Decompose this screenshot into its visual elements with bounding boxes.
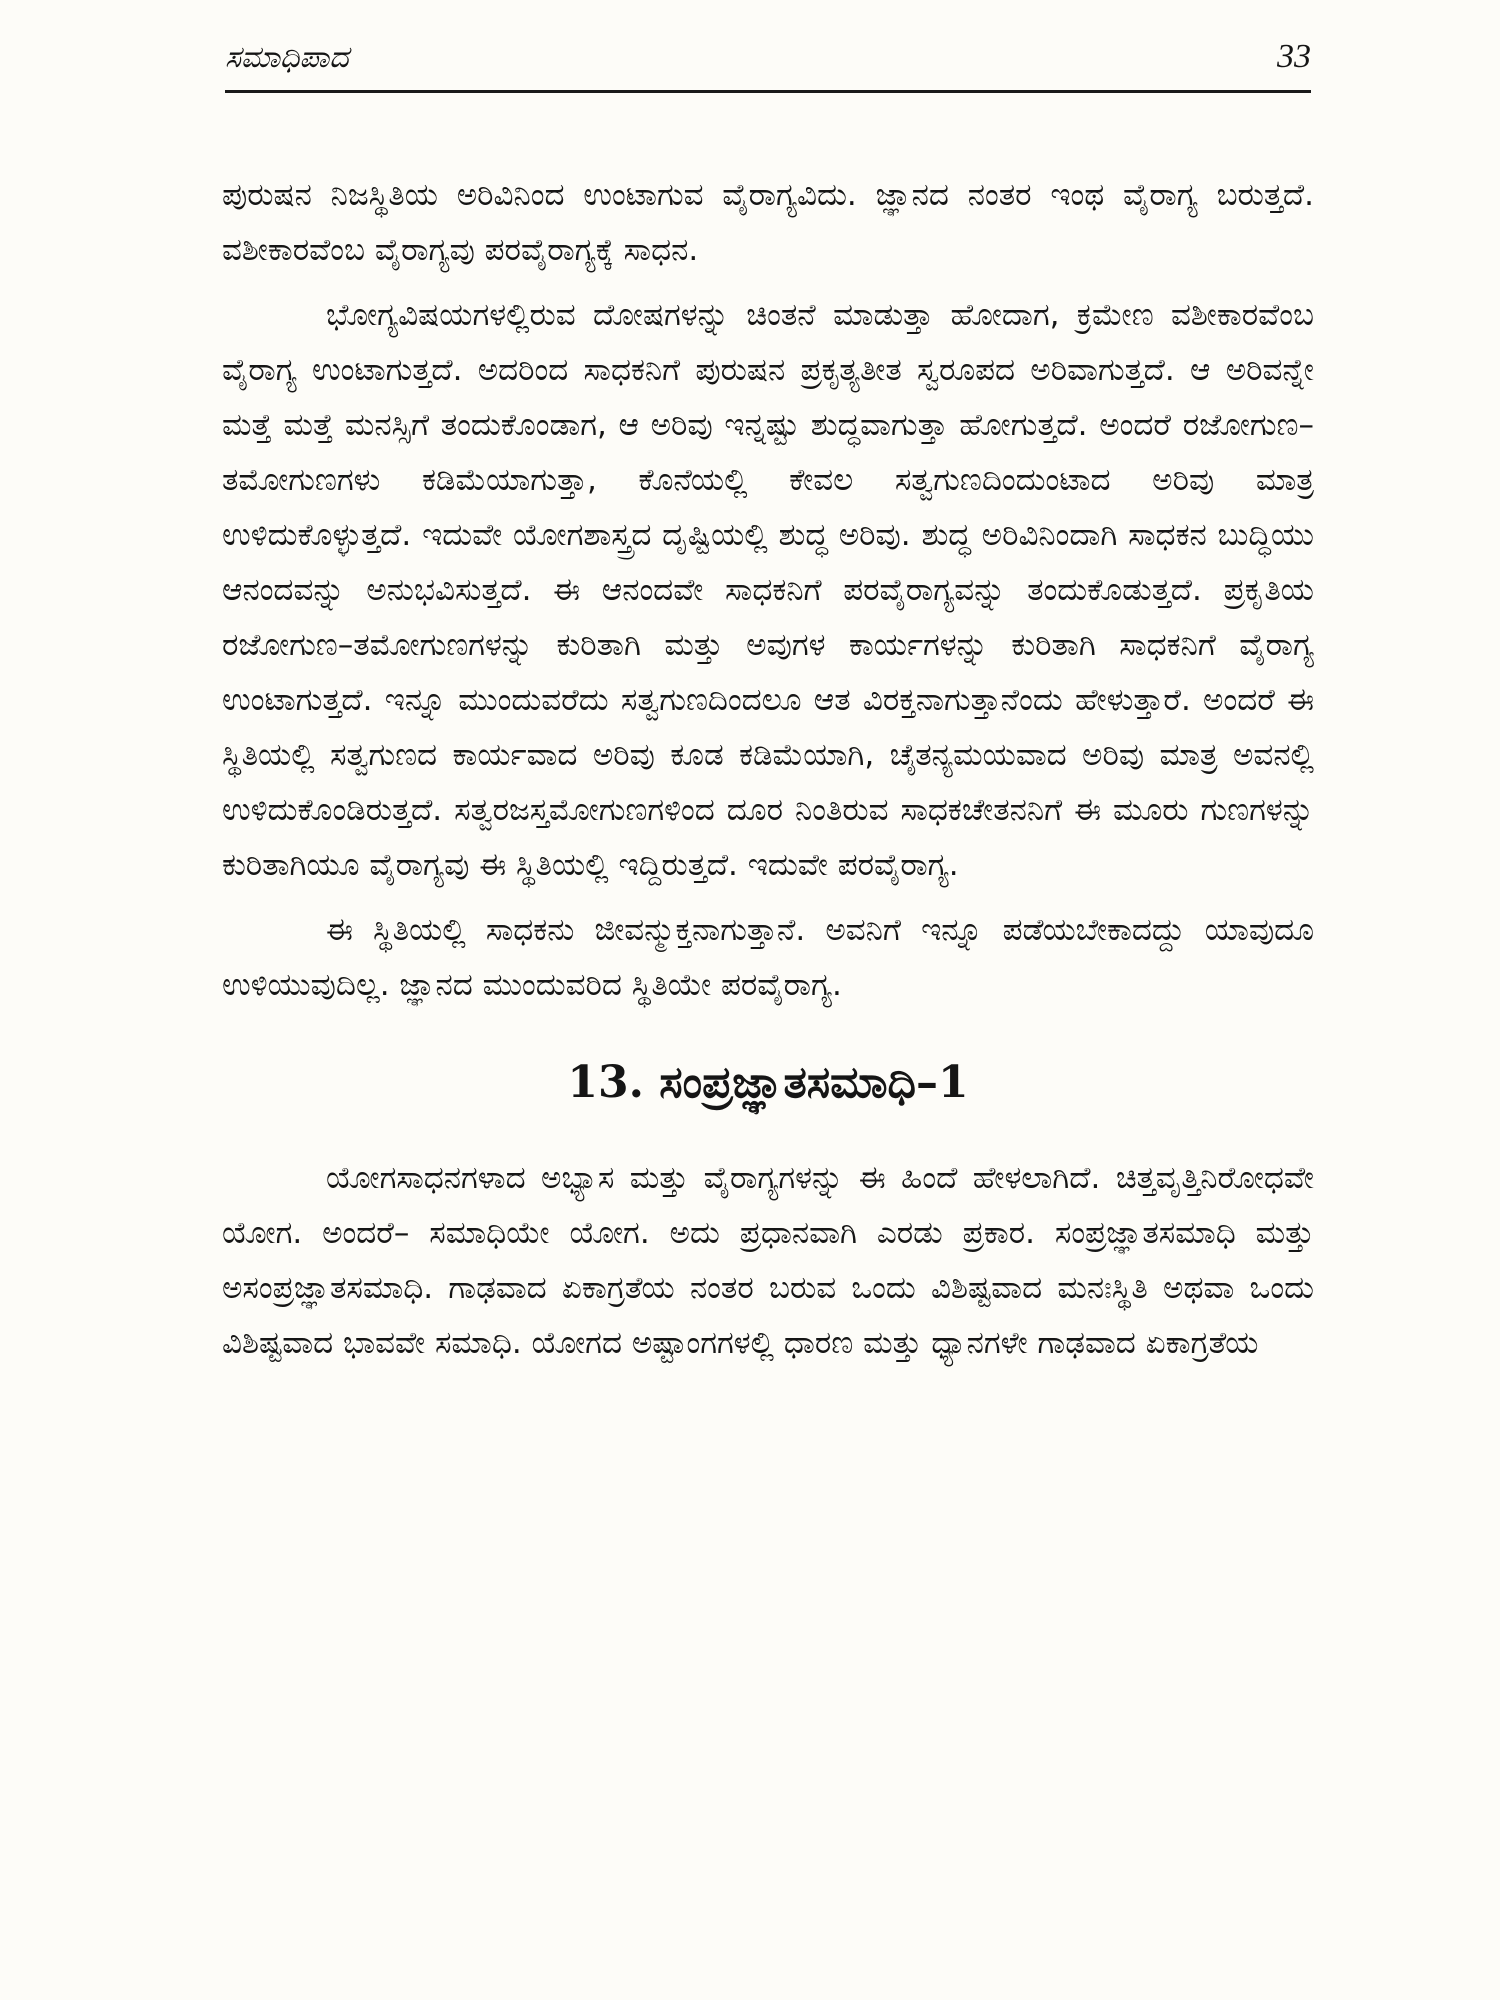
paragraph: ಭೋಗ್ಯವಿಷಯಗಳಲ್ಲಿರುವ ದೋಷಗಳನ್ನು ಚಿಂತನೆ ಮಾಡುತ್ತಾ ಹೋದಾಗ, ಕ್ರಮೇಣ ವಶೀಕಾರವೆಂಬ ವೈರಾಗ್ಯ ಉಂಟಾಗುತ್ತದೆ. ಅದರಿಂದ ಸಾಧಕನಿಗೆ ಪುರುಷನ ಪ್ರಕೃತ್ಯತೀತ ಸ್ವರೂಪದ ಅರಿವಾಗುತ್ತದೆ. ಆ ಅರಿವನ್ನೇ ಮತ್ತೆ ಮತ್ತೆ ಮನಸ್ಸಿಗೆ ತಂದುಕೊಂಡಾಗ, ಆ ಅರಿವು ಇನ್ನಷ್ಟು ಶುದ್ಧವಾಗುತ್ತಾ ಹೋಗುತ್ತದೆ. ಅಂದರೆ ರಜೋಗುಣ–ತಮೋಗುಣಗಳು ಕಡಿಮೆಯಾಗುತ್ತಾ, ಕೊನೆಯಲ್ಲಿ ಕೇವಲ ಸತ್ವಗುಣದಿಂದುಂಟಾದ ಅರಿವು ಮಾತ್ರ ಉಳಿದುಕೊಳ್ಳುತ್ತದೆ. ಇದುವೇ ಯೋಗಶಾಸ್ತ್ರದ ದೃಷ್ಟಿಯಲ್ಲಿ ಶುದ್ಧ ಅರಿವು. ಶುದ್ಧ ಅರಿವಿನಿಂದಾಗಿ ಸಾಧಕನ ಬುದ್ಧಿಯು ಆನಂದವನ್ನು ಅನುಭವಿಸುತ್ತದೆ. ಈ ಆನಂದವೇ ಸಾಧಕನಿಗೆ ಪರವೈರಾಗ್ಯವನ್ನು ತಂದುಕೊಡುತ್ತದೆ. ಪ್ರಕೃತಿಯ ರಜೋಗುಣ–ತಮೋಗುಣಗಳನ್ನು ಕುರಿತಾಗಿ ಮತ್ತು ಅವುಗಳ ಕಾರ್ಯಗಳನ್ನು ಕುರಿತಾಗಿ ಸಾಧಕನಿಗೆ ವೈರಾಗ್ಯ ಉಂಟಾಗುತ್ತದೆ. ಇನ್ನೂ ಮುಂದುವರೆದು ಸತ್ವಗುಣದಿಂದಲೂ ಆತ ವಿರಕ್ತನಾಗುತ್ತಾನೆಂದು ಹೇಳುತ್ತಾರೆ. ಅಂದರೆ ಈ ಸ್ಥಿತಿಯಲ್ಲಿ ಸತ್ವಗುಣದ ಕಾರ್ಯವಾದ ಅರಿವು ಕೂಡ ಕಡಿಮೆಯಾಗಿ, ಚೈತನ್ಯಮಯವಾದ ಅರಿವು ಮಾತ್ರ ಅವನಲ್ಲಿ ಉಳಿದುಕೊಂಡಿರುತ್ತದೆ. ಸತ್ವರಜಸ್ತಮೋಗುಣಗಳಿಂದ ದೂರ ನಿಂತಿರುವ ಸಾಧಕಚೇತನನಿಗೆ ಈ ಮೂರು ಗುಣಗಳನ್ನು ಕುರಿತಾಗಿಯೂ ವೈರಾಗ್ಯವು ಈ ಸ್ಥಿತಿಯಲ್ಲಿ ಇದ್ದಿರುತ್ತದೆ. ಇದುವೇ ಪರವೈರಾಗ್ಯ. (222, 297, 1314, 883)
page-header (225, 28, 1311, 93)
running-title: ಸಮಾಧಿಪಾದ (225, 40, 349, 75)
section-heading: 13. ಸಂಪ್ರಜ್ಞಾತಸಮಾಧಿ–1 (567, 1057, 969, 1108)
paragraph: ಯೋಗಸಾಧನಗಳಾದ ಅಭ್ಯಾಸ ಮತ್ತು ವೈರಾಗ್ಯಗಳನ್ನು ಈ ಹಿಂದೆ ಹೇಳಲಾಗಿದೆ. ಚಿತ್ತವೃತ್ತಿನಿರೋಧವೇ ಯೋಗ. ಅಂದರೆ– ಸಮಾಧಿಯೇ ಯೋಗ. ಅದು ಪ್ರಧಾನವಾಗಿ ಎರಡು ಪ್ರಕಾರ. ಸಂಪ್ರಜ್ಞಾತಸಮಾಧಿ ಮತ್ತು ಅಸಂಪ್ರಜ್ಞಾತಸಮಾಧಿ. ಗಾಢವಾದ ಏಕಾಗ್ರತೆಯ ನಂತರ ಬರುವ ಒಂದು ವಿಶಿಷ್ಟವಾದ ಮನಃಸ್ಥಿತಿ ಅಥವಾ ಒಂದು ವಿಶಿಷ್ಟವಾದ ಭಾವವೇ ಸಮಾಧಿ. ಯೋಗದ ಅಷ್ಟಾಂಗಗಳಲ್ಲಿ ಧಾರಣ ಮತ್ತು ಧ್ಯಾನಗಳೇ ಗಾಢವಾದ ಏಕಾಗ್ರತೆಯ (222, 1160, 1314, 1361)
paragraph: ಈ ಸ್ಥಿತಿಯಲ್ಲಿ ಸಾಧಕನು ಜೀವನ್ಮುಕ್ತನಾಗುತ್ತಾನೆ. ಅವನಿಗೆ ಇನ್ನೂ ಪಡೆಯಬೇಕಾದದ್ದು ಯಾವುದೂ ಉಳಿಯುವುದಿಲ್ಲ. ಜ್ಞಾನದ ಮುಂದುವರಿದ ಸ್ಥಿತಿಯೇ ಪರವೈರಾಗ್ಯ. (222, 912, 1314, 1003)
page-body (222, 168, 1314, 1381)
page-number: 33 (1277, 38, 1311, 75)
paragraph: ಪುರುಷನ ನಿಜಸ್ಥಿತಿಯ ಅರಿವಿನಿಂದ ಉಂಟಾಗುವ ವೈರಾಗ್ಯವಿದು. ಜ್ಞಾನದ ನಂತರ ಇಂಥ ವೈರಾಗ್ಯ ಬರುತ್ತದೆ. ವಶೀಕಾರವೆಂಬ ವೈರಾಗ್ಯವು ಪರವೈರಾಗ್ಯಕ್ಕೆ ಸಾಧನ. (222, 177, 1314, 268)
